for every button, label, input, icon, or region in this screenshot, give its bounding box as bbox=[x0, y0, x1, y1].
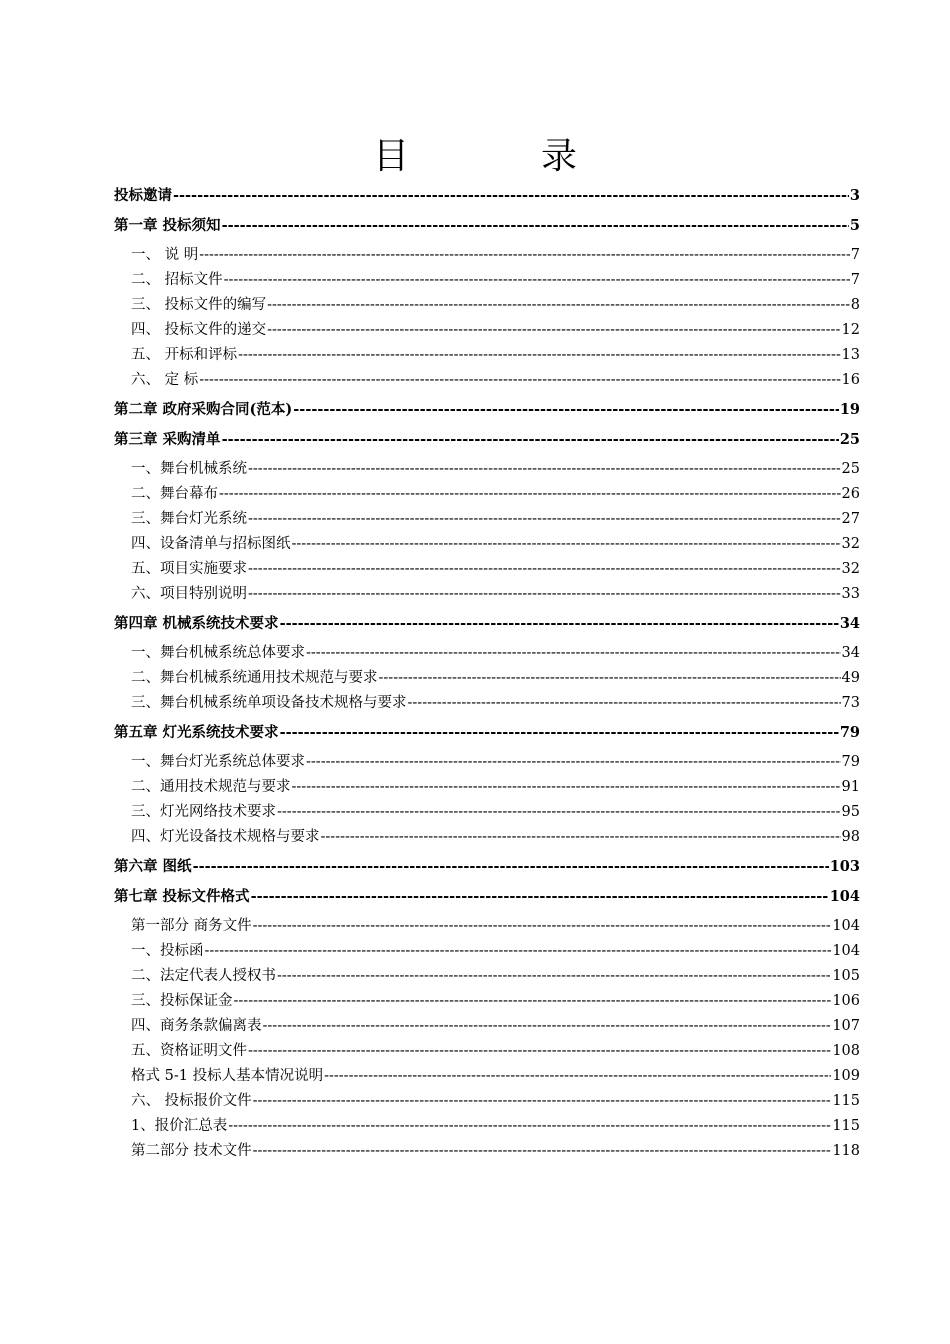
toc-dash-leader bbox=[219, 482, 841, 507]
toc-entry-label: 二、法定代表人授权书 bbox=[131, 968, 276, 984]
toc-section-entry[interactable] bbox=[114, 243, 860, 268]
toc-dash-leader bbox=[199, 368, 840, 393]
toc-dash-leader bbox=[263, 1014, 832, 1039]
toc-page-number: 104 bbox=[832, 943, 860, 959]
toc-page-number: 7 bbox=[850, 272, 860, 288]
toc-entry-label: 四、设备清单与招标图纸 bbox=[131, 536, 291, 552]
toc-dash-leader bbox=[306, 750, 841, 775]
toc-entry-label: 第六章 图纸 bbox=[114, 858, 192, 875]
toc-section-entry[interactable] bbox=[114, 482, 860, 507]
toc-page-number: 108 bbox=[832, 1043, 860, 1059]
toc-section-entry[interactable] bbox=[114, 1014, 860, 1039]
toc-entry-label: 第一部分 商务文件 bbox=[131, 918, 252, 934]
toc-entry-label: 五、资格证明文件 bbox=[131, 1043, 247, 1059]
page-title: 目 录 bbox=[372, 136, 625, 177]
toc-dash-leader bbox=[267, 293, 850, 318]
toc-page-number: 5 bbox=[849, 217, 860, 234]
toc-dash-leader bbox=[253, 1139, 832, 1164]
toc-entry-label: 三、投标保证金 bbox=[131, 993, 233, 1009]
toc-dash-leader bbox=[238, 343, 840, 368]
toc-entry-label: 投标邀请 bbox=[114, 187, 172, 204]
toc-entry-label: 格式 5-1 投标人基本情况说明 bbox=[131, 1068, 324, 1084]
toc-entry-label: 第二章 政府采购合同(范本) bbox=[114, 401, 293, 418]
toc-entry-label: 三、灯光网络技术要求 bbox=[131, 804, 276, 820]
toc-dash-leader bbox=[253, 1089, 832, 1114]
toc-chapter-entry[interactable] bbox=[114, 611, 860, 636]
toc-entry-label: 一、 说 明 bbox=[131, 247, 199, 263]
toc-dash-leader bbox=[248, 557, 841, 582]
toc-entry-label: 二、舞台机械系统通用技术规范与要求 bbox=[131, 670, 378, 686]
toc-entry-label: 一、舞台灯光系统总体要求 bbox=[131, 754, 305, 770]
toc-entry-label: 第二部分 技术文件 bbox=[131, 1143, 252, 1159]
toc-entry-label: 三、舞台灯光系统 bbox=[131, 511, 247, 527]
toc-dash-leader bbox=[199, 243, 850, 268]
toc-page-number: 13 bbox=[841, 347, 860, 363]
toc-section-entry[interactable] bbox=[114, 939, 860, 964]
toc-entry-label: 第四章 机械系统技术要求 bbox=[114, 615, 279, 632]
toc-entry-label: 五、项目实施要求 bbox=[131, 561, 247, 577]
table-of-contents bbox=[114, 183, 860, 1164]
toc-page-number: 8 bbox=[850, 297, 860, 313]
toc-dash-leader bbox=[379, 666, 841, 691]
toc-dash-leader bbox=[321, 825, 841, 850]
toc-section-entry[interactable] bbox=[114, 368, 860, 393]
toc-entry-label: 二、 招标文件 bbox=[131, 272, 223, 288]
toc-dash-leader bbox=[277, 964, 831, 989]
toc-section-entry[interactable] bbox=[114, 914, 860, 939]
toc-section-entry[interactable] bbox=[114, 750, 860, 775]
toc-section-entry[interactable] bbox=[114, 1114, 860, 1139]
toc-page-number: 118 bbox=[832, 1143, 860, 1159]
toc-entry-label: 一、舞台机械系统 bbox=[131, 461, 247, 477]
toc-dash-leader bbox=[205, 939, 832, 964]
toc-section-entry[interactable] bbox=[114, 1064, 860, 1089]
toc-page-number: 109 bbox=[832, 1068, 860, 1084]
toc-page-number: 104 bbox=[832, 918, 860, 934]
toc-chapter-entry[interactable] bbox=[114, 213, 860, 238]
toc-section-entry[interactable] bbox=[114, 532, 860, 557]
toc-section-entry[interactable] bbox=[114, 964, 860, 989]
toc-entry-label: 三、舞台机械系统单项设备技术规格与要求 bbox=[131, 695, 407, 711]
toc-dash-leader bbox=[248, 507, 841, 532]
toc-page-number: 103 bbox=[829, 858, 860, 875]
toc-page-number: 19 bbox=[839, 401, 860, 418]
toc-section-entry[interactable] bbox=[114, 691, 860, 716]
toc-chapter-entry[interactable] bbox=[114, 884, 860, 909]
toc-dash-leader bbox=[224, 268, 850, 293]
toc-entry-label: 四、灯光设备技术规格与要求 bbox=[131, 829, 320, 845]
toc-section-entry[interactable] bbox=[114, 1089, 860, 1114]
toc-chapter-entry[interactable] bbox=[114, 854, 860, 879]
toc-section-entry[interactable] bbox=[114, 825, 860, 850]
toc-entry-label: 五、 开标和评标 bbox=[131, 347, 238, 363]
toc-section-entry[interactable] bbox=[114, 1139, 860, 1164]
toc-entry-label: 六、 投标报价文件 bbox=[131, 1093, 252, 1109]
toc-section-entry[interactable] bbox=[114, 343, 860, 368]
toc-entry-label: 四、 投标文件的递交 bbox=[131, 322, 267, 338]
toc-dash-leader bbox=[248, 1039, 831, 1064]
toc-dash-leader bbox=[228, 1114, 831, 1139]
toc-page-number: 115 bbox=[832, 1118, 860, 1134]
toc-page-number: 32 bbox=[841, 561, 860, 577]
toc-section-entry[interactable] bbox=[114, 1039, 860, 1064]
toc-page-number: 3 bbox=[849, 187, 860, 204]
toc-section-entry[interactable] bbox=[114, 293, 860, 318]
toc-section-entry[interactable] bbox=[114, 318, 860, 343]
toc-page-number: 34 bbox=[841, 645, 860, 661]
toc-page-number: 32 bbox=[841, 536, 860, 552]
toc-dash-leader bbox=[267, 318, 840, 343]
toc-dash-leader bbox=[292, 775, 841, 800]
toc-entry-label: 二、舞台幕布 bbox=[131, 486, 218, 502]
toc-page-number: 106 bbox=[832, 993, 860, 1009]
toc-dash-leader bbox=[277, 800, 841, 825]
toc-dash-leader bbox=[292, 532, 841, 557]
toc-page-number: 104 bbox=[829, 888, 860, 905]
toc-entry-label: 第五章 灯光系统技术要求 bbox=[114, 724, 279, 741]
toc-page-number: 115 bbox=[832, 1093, 860, 1109]
toc-dash-leader bbox=[248, 457, 841, 482]
toc-section-entry[interactable] bbox=[114, 666, 860, 691]
toc-entry-label: 六、 定 标 bbox=[131, 372, 199, 388]
toc-page-number: 25 bbox=[841, 461, 860, 477]
toc-section-entry[interactable] bbox=[114, 775, 860, 800]
toc-dash-leader bbox=[222, 213, 849, 238]
toc-chapter-entry[interactable] bbox=[114, 183, 860, 208]
toc-dash-leader bbox=[222, 427, 839, 452]
toc-entry-label: 第三章 采购清单 bbox=[114, 431, 221, 448]
toc-dash-leader bbox=[248, 582, 841, 607]
toc-dash-leader bbox=[234, 989, 832, 1014]
toc-section-entry[interactable] bbox=[114, 457, 860, 482]
toc-entry-label: 1、报价汇总表 bbox=[131, 1118, 228, 1134]
toc-page-number: 12 bbox=[841, 322, 860, 338]
toc-section-entry[interactable] bbox=[114, 268, 860, 293]
toc-page-number: 26 bbox=[841, 486, 860, 502]
toc-page-number: 95 bbox=[841, 804, 860, 820]
toc-page-number: 91 bbox=[841, 779, 860, 795]
toc-chapter-entry[interactable] bbox=[114, 720, 860, 745]
toc-page-number: 105 bbox=[832, 968, 860, 984]
toc-dash-leader bbox=[280, 611, 839, 636]
toc-section-entry[interactable] bbox=[114, 800, 860, 825]
toc-page-number: 25 bbox=[839, 431, 860, 448]
toc-page-number: 73 bbox=[841, 695, 860, 711]
toc-page-number: 16 bbox=[841, 372, 860, 388]
toc-dash-leader bbox=[173, 183, 849, 208]
toc-page-number: 79 bbox=[839, 724, 860, 741]
toc-entry-label: 第一章 投标须知 bbox=[114, 217, 221, 234]
toc-dash-leader bbox=[324, 1064, 831, 1089]
toc-entry-label: 第七章 投标文件格式 bbox=[114, 888, 250, 905]
toc-page-number: 98 bbox=[841, 829, 860, 845]
toc-entry-label: 一、投标函 bbox=[131, 943, 204, 959]
toc-entry-label: 一、舞台机械系统总体要求 bbox=[131, 645, 305, 661]
toc-dash-leader bbox=[293, 397, 839, 422]
toc-section-entry[interactable] bbox=[114, 582, 860, 607]
toc-entry-label: 二、通用技术规范与要求 bbox=[131, 779, 291, 795]
toc-section-entry[interactable] bbox=[114, 507, 860, 532]
toc-section-entry[interactable] bbox=[114, 641, 860, 666]
toc-page-number: 49 bbox=[841, 670, 860, 686]
toc-page-number: 27 bbox=[841, 511, 860, 527]
toc-dash-leader bbox=[193, 854, 829, 879]
toc-entry-label: 六、项目特别说明 bbox=[131, 586, 247, 602]
toc-dash-leader bbox=[408, 691, 841, 716]
toc-page-number: 34 bbox=[839, 615, 860, 632]
toc-page-number: 7 bbox=[850, 247, 860, 263]
toc-section-entry[interactable] bbox=[114, 989, 860, 1014]
toc-chapter-entry[interactable] bbox=[114, 397, 860, 422]
toc-dash-leader bbox=[306, 641, 841, 666]
toc-dash-leader bbox=[280, 720, 839, 745]
toc-section-entry[interactable] bbox=[114, 557, 860, 582]
toc-page-number: 107 bbox=[832, 1018, 860, 1034]
toc-entry-label: 三、 投标文件的编写 bbox=[131, 297, 267, 313]
toc-dash-leader bbox=[251, 884, 829, 909]
toc-dash-leader bbox=[253, 914, 832, 939]
toc-page-number: 79 bbox=[841, 754, 860, 770]
toc-chapter-entry[interactable] bbox=[114, 427, 860, 452]
toc-entry-label: 四、商务条款偏离表 bbox=[131, 1018, 262, 1034]
toc-page-number: 33 bbox=[841, 586, 860, 602]
